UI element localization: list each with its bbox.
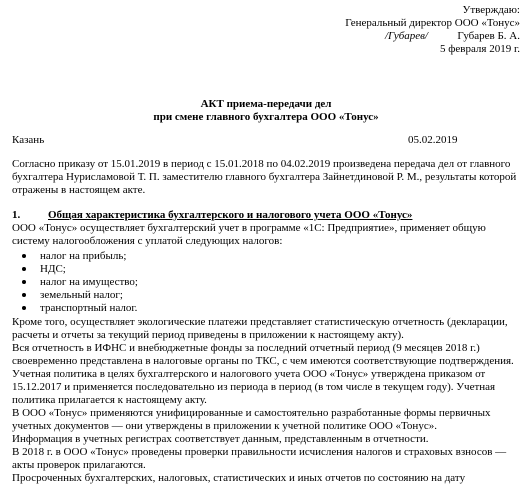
bullet-icon [22, 254, 26, 258]
document-subtitle: при смене главного бухгалтера ООО «Тонус» [153, 111, 379, 123]
document-title: АКТ приема-передачи дел [200, 98, 332, 110]
tax-item-label: НДС; [40, 263, 66, 275]
intro-line: Согласно приказу от 15.01.2019 в период с 15.01.2018 по 04.02.2019 произведена передача дел от главного [12, 158, 511, 170]
approver-signature: /Губарев/ [385, 30, 428, 42]
body-paragraph [12, 316, 522, 485]
tax-item-label: транспортный налог. [40, 302, 138, 314]
tax-item-label: налог на имущество; [40, 276, 138, 288]
intro-line: бухгалтера Нурисламовой Т. П. заместителю главного бухгалтера Зайнетдиновой Р. М., результаты которой [12, 171, 517, 183]
body-line: Кроме того, осуществляет экологические платежи представляет статистическую отчетность (декларации, [12, 316, 508, 328]
intro-line: отражены в настоящем акте. [12, 184, 146, 196]
approver-name: Губарев Б. А. [457, 30, 520, 42]
approval-date: 5 февраля 2019 г. [439, 43, 520, 55]
tax-item-label: налог на прибыль; [40, 250, 127, 262]
tax-list-item [22, 302, 137, 314]
bullet-icon [22, 267, 26, 271]
body-line: Вся отчетность в ИФНС и внебюджетные фонды за последний отчетный период (9 месяцев 2018 г.) [12, 342, 480, 354]
tax-list-item [22, 263, 66, 275]
section-line: ООО «Тонус» осуществляет бухгалтерский учет в программе «1С: Предприятие», применяет общую [12, 222, 486, 234]
tax-item-label: земельный налог; [40, 289, 123, 301]
intro-paragraph [12, 158, 522, 197]
body-line: акты проверок прилагаются. [12, 459, 146, 471]
section-heading: Общая характеристика бухгалтерского и налогового учета ООО «Тонус» [48, 209, 413, 221]
approval-label: Утверждаю: [462, 4, 520, 16]
body-line: Информация в учетных регистрах соответствует данным, представленным в отчетности. [12, 433, 429, 445]
body-line: Учетная политика в целях бухгалтерского и налогового учета ООО «Тонус» утверждена приказом от [12, 368, 486, 380]
section-number: 1. [12, 209, 21, 221]
tax-list-item [22, 289, 123, 301]
body-line: 15.12.2017 и применяется последовательно из периода в период (в том числе в текущем году). Учетная [12, 381, 496, 393]
document-city: Казань [12, 134, 45, 146]
tax-list-item [22, 250, 126, 262]
body-line: расчеты и отчеты за текущий период приведены в приложении к настоящему акту). [12, 329, 404, 341]
bullet-icon [22, 306, 26, 310]
body-line: учетных документов — они утверждены в приложении к учетной политике ООО «Тонус». [12, 420, 437, 432]
bullet-icon [22, 293, 26, 297]
body-line: Просроченных бухгалтерских, налоговых, статистических и иных отчетов по состоянию на дату [12, 472, 466, 484]
bullet-icon [22, 280, 26, 284]
body-line: В 2018 г. в ООО «Тонус» проведены проверки правильности исчисления налогов и страховых взносов — [12, 446, 507, 458]
body-line: В ООО «Тонус» применяются унифицированные и самостоятельно разработанные формы первичных [12, 407, 491, 419]
section-paragraph [12, 222, 522, 248]
tax-list-item [22, 276, 138, 288]
section-line: систему налогообложения с уплатой следующих налогов: [12, 235, 283, 247]
document-date: 05.02.2019 [408, 134, 458, 146]
body-line: политика прилагается к настоящему акту. [12, 394, 207, 406]
approver-position: Генеральный директор ООО «Тонус» [345, 17, 520, 29]
body-line: своевременно представлена в налоговые органы по ТКС, с чем имеются соответствующие подтверждения. [12, 355, 514, 367]
